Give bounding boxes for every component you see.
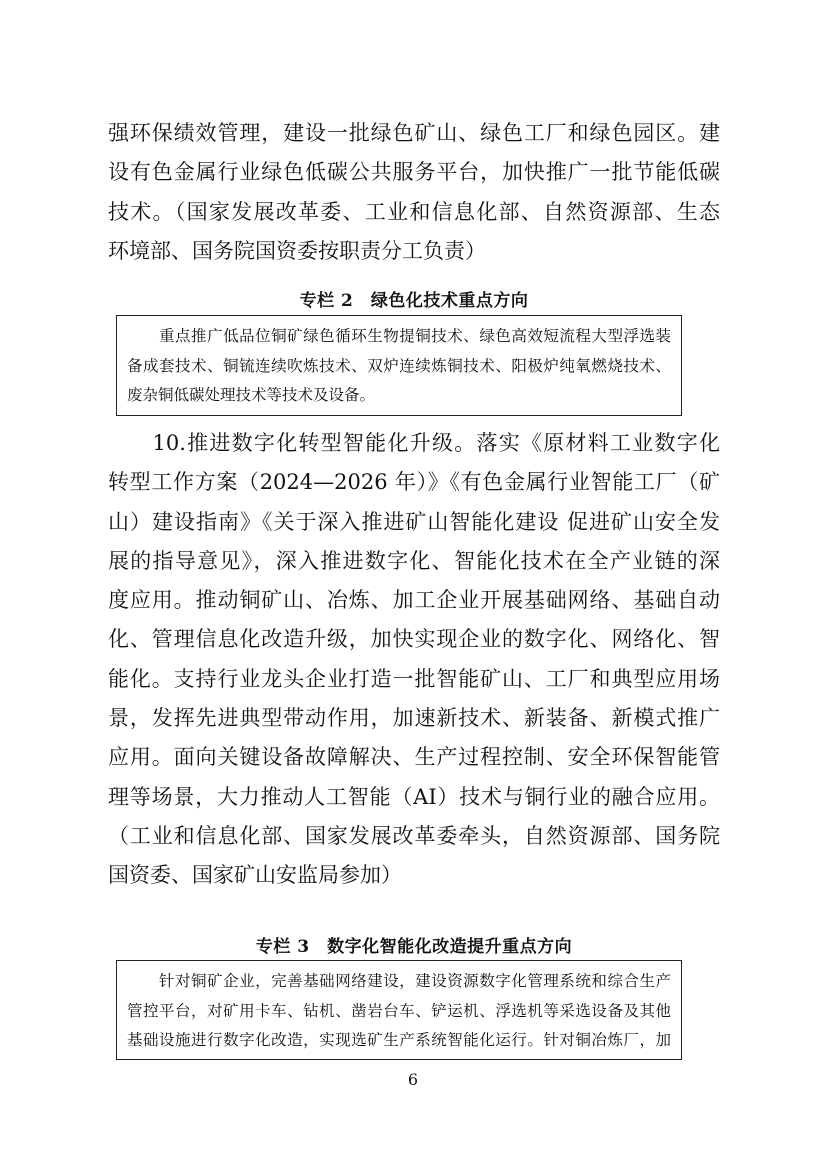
box-text-line: 针对铜矿企业，完善基础网络建设，建设资源数字化管理系统和综合生产 [127, 972, 671, 990]
column-2-title: 专栏 2 绿色化技术重点方向 [299, 291, 529, 311]
text-line: 理等场景，大力推动人工智能（AI）技术与铜行业的融合应用。 [108, 784, 720, 809]
text-line: 展的指导意见》，深入推进数字化、智能化技术在全产业链的深 [108, 548, 720, 573]
text-line: 环境部、国务院国资委按职责分工负责） [108, 238, 486, 263]
column-3-box [116, 960, 682, 1060]
page-number: 6 [407, 1070, 419, 1089]
text-line: 10.推进数字化转型智能化升级。落实《原材料工业数字化 [108, 431, 720, 455]
box-text-line: 重点推广低品位铜矿绿色循环生物提铜技术、绿色高效短流程大型浮选装 [127, 327, 671, 345]
box-text-line: 管控平台，对矿用卡车、钻机、凿岩台车、铲运机、浮选机等采选设备及其他 [127, 1001, 671, 1020]
box-text-line: 备成套技术、铜锍连续吹炼技术、双炉连续炼铜技术、阳极炉纯氧燃烧技术、 [127, 356, 671, 375]
text-line: 化、管理信息化改造升级，加快实现企业的数字化、网络化、智 [108, 627, 720, 652]
text-line: 度应用。推动铜矿山、冶炼、加工企业开展基础网络、基础自动 [108, 588, 720, 613]
text-line: （工业和信息化部、国家发展改革委牵头，自然资源部、国务院 [108, 823, 720, 848]
text-line: 国资委、国家矿山安监局参加） [108, 863, 402, 888]
column-2-box [116, 315, 682, 416]
text-line: 技术。（国家发展改革委、工业和信息化部、自然资源部、生态 [108, 199, 720, 224]
column-3-title: 专栏 3 数字化智能化改造提升重点方向 [255, 937, 573, 957]
text-line: 能化。支持行业龙头企业打造一批智能矿山、工厂和典型应用场 [108, 666, 720, 691]
text-line: 转型工作方案（2024—2026 年）》《有色金属行业智能工厂（矿 [108, 470, 720, 495]
box-text-line: 基础设施进行数字化改造，实现选矿生产系统智能化运行。针对铜冶炼厂，加 [127, 1031, 671, 1049]
text-line: 设有色金属行业绿色低碳公共服务平台，加快推广一批节能低碳 [108, 160, 720, 185]
text-line: 应用。面向关键设备故障解决、生产过程控制、安全环保智能管 [108, 745, 720, 770]
text-line: 强环保绩效管理，建设一批绿色矿山、绿色工厂和绿色园区。建 [108, 121, 720, 145]
box-text-line: 废杂铜低碳处理技术等技术及设备。 [127, 386, 376, 404]
text-line: 山）建设指南》《关于深入推进矿山智能化建设 促进矿山安全发 [108, 509, 720, 534]
paragraph-digital-transformation [108, 424, 720, 896]
text-line: 景，发挥先进典型带动作用，加速新技术、新装备、新模式推广 [108, 706, 720, 731]
paragraph-green-management [108, 114, 720, 271]
